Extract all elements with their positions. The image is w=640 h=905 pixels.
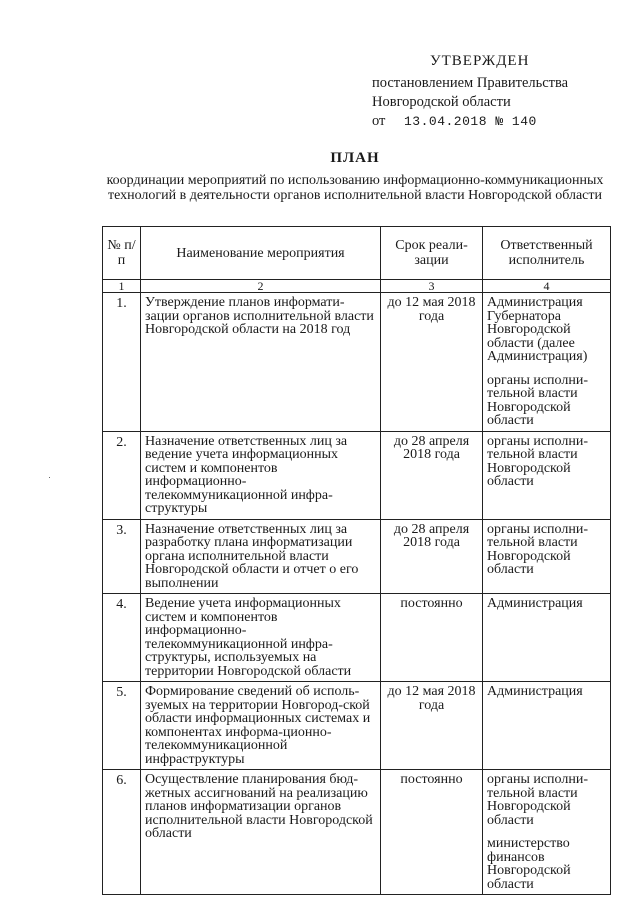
table-row — [103, 293, 611, 432]
row-term: до 28 апреля 2018 года — [381, 431, 483, 519]
row-action: Назначение ответственных лиц за разработку плана информатизации органа исполнительной власти Новгородской области и отчет о его выполнении — [141, 519, 381, 594]
table-row — [103, 682, 611, 770]
executor-secondary: органы исполни-тельной власти Новгородской области — [487, 372, 589, 428]
approval-line-1: постановлением Правительства — [372, 75, 569, 91]
executor-primary: органы исполни-тельной власти Новгородской области — [487, 772, 589, 828]
row-executor — [483, 594, 611, 682]
column-number: 3 — [381, 280, 483, 293]
header-term: Срок реали-зации — [381, 227, 483, 280]
row-term: до 12 мая 2018 года — [381, 682, 483, 770]
executor-secondary: министерство финансов Новгородской области — [487, 836, 571, 892]
executor-primary: органы исполни-тельной власти Новгородской области — [487, 521, 589, 577]
approval-heading: УТВЕРЖДЕН — [430, 53, 530, 69]
row-executor — [483, 770, 611, 895]
row-number: 6. — [103, 770, 141, 895]
row-executor — [483, 431, 611, 519]
approval-line-2: Новгородской области — [372, 94, 511, 110]
row-number: 4. — [103, 594, 141, 682]
column-number: 2 — [141, 280, 381, 293]
executor-primary: Администрация Губернатора Новгородской области (далее Администрация) — [487, 295, 588, 364]
header-action: Наименование мероприятия — [141, 227, 381, 280]
plan-table — [102, 226, 611, 895]
row-action: Осуществление планирования бюд-жетных ассигнований на реализацию планов информатизации органов исполнительной власти Новгородской области — [141, 770, 381, 895]
header-num: № п/п — [103, 227, 141, 280]
row-action: Назначение ответственных лиц за ведение учета информационных систем и компонентов информационно-телекоммуникационной инфра-структуры — [141, 431, 381, 519]
row-term: до 28 апреля 2018 года — [381, 519, 483, 594]
row-number: 1. — [103, 293, 141, 432]
scan-speck — [49, 477, 50, 478]
document-title: ПЛАН — [330, 150, 380, 166]
table-row — [103, 770, 611, 895]
row-action: Утверждение планов информати-зации органов исполнительной власти Новгородской области на 2018 год — [141, 293, 381, 432]
document-subtitle: координации мероприятий по использованию информационно-коммуникационных технологий в деятельности органов исполнительной власти Новгородской области — [106, 173, 604, 203]
column-number: 4 — [483, 280, 611, 293]
executor-primary: Администрация — [487, 684, 583, 699]
row-number: 2. — [103, 431, 141, 519]
table-row — [103, 519, 611, 594]
row-action: Формирование сведений об исполь-зуемых на территории Новгород-ской области информационных системах и компонентах информа-ционно-телекоммуникационной инфраструктуры — [141, 682, 381, 770]
column-number: 1 — [103, 280, 141, 293]
table-row — [103, 594, 611, 682]
row-executor — [483, 293, 611, 432]
executor-primary: органы исполни-тельной власти Новгородской области — [487, 433, 589, 489]
row-executor — [483, 682, 611, 770]
row-number: 5. — [103, 682, 141, 770]
row-term: постоянно — [381, 594, 483, 682]
row-executor — [483, 519, 611, 594]
row-term: до 12 мая 2018 года — [381, 293, 483, 432]
row-term: постоянно — [381, 770, 483, 895]
approval-from: от — [372, 113, 386, 129]
row-action: Ведение учета информационных систем и компонентов информационно-телекоммуникационной инфра-структуры, используемых на территории Новгородской области — [141, 594, 381, 682]
header-executor: Ответственный исполнитель — [483, 227, 611, 280]
table-row — [103, 431, 611, 519]
approval-date-number: 13.04.2018 № 140 — [404, 114, 537, 129]
table-header-row — [103, 227, 611, 280]
row-number: 3. — [103, 519, 141, 594]
column-numbers-row — [103, 280, 611, 293]
executor-primary: Администрация — [487, 596, 583, 611]
